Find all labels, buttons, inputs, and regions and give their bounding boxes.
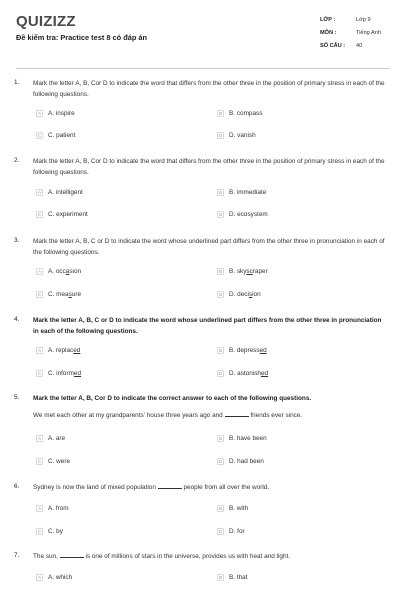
option-text: B. immediate	[229, 189, 267, 196]
question-1-option-d[interactable]	[217, 131, 256, 140]
question-3-option-b[interactable]	[217, 267, 268, 276]
meta-label: LỚP :	[320, 16, 336, 23]
question-text: Mark the letter A, B, Cor D to indicate the word that differs from the other three in the position of primary stress in each of the following questions.	[33, 158, 385, 176]
option-text: C. patient	[48, 132, 76, 139]
question-1-option-c[interactable]	[36, 131, 75, 140]
underlined-part: s	[248, 291, 253, 298]
question-5-option-c[interactable]	[36, 457, 70, 466]
meta-label: MÔN :	[320, 29, 337, 36]
option-text: D. ecosystem	[229, 211, 268, 218]
option-text: B. depressed	[229, 347, 267, 354]
option-letter-box: D	[218, 292, 223, 297]
option-text: B. compass	[229, 110, 263, 117]
question-text: The sun, is one of millions of stars in the universe, provides us with heat and light.	[33, 553, 291, 560]
meta-value: 40	[356, 42, 363, 49]
underlined-part: a	[65, 268, 70, 275]
option-letter-box: A	[37, 575, 42, 580]
question-number: 2.	[14, 157, 20, 164]
underlined-part: ed	[259, 347, 267, 354]
option-letter-box: B	[218, 575, 223, 580]
question-4-option-c[interactable]	[36, 369, 81, 378]
option-letter-box: A	[37, 269, 42, 274]
option-letter-box: A	[37, 111, 42, 116]
option-text: A. inspire	[48, 110, 75, 117]
question-3-option-c[interactable]	[36, 290, 81, 299]
question-text: Mark the letter A, B, C or D to indicate the word whose underlined part differs from the other three in pronunciation in each of the following questions.	[33, 238, 385, 256]
option-text: C. by	[48, 528, 63, 535]
meta-subject	[320, 26, 390, 39]
question-text: Sydney is now the land of mixed population people from all over the world.	[33, 484, 270, 491]
option-text: C. informed	[48, 370, 82, 377]
option-text: B. skyscraper	[229, 268, 268, 275]
question-3-option-d[interactable]	[217, 290, 261, 299]
question-7-option-b[interactable]	[217, 573, 247, 582]
question-1-option-a[interactable]	[36, 109, 75, 118]
option-text: C. experiment	[48, 211, 88, 218]
option-letter-box: C	[37, 529, 42, 534]
question-1-option-b[interactable]	[217, 109, 262, 118]
question-5-option-b[interactable]	[217, 434, 267, 443]
question-2-option-a[interactable]	[36, 188, 83, 197]
option-letter-box: A	[37, 506, 42, 511]
option-letter-box: B	[218, 269, 223, 274]
question-sentence: We met each other at my grandparents' house three years ago and friends ever since.	[33, 412, 303, 419]
option-text: C. were	[48, 458, 71, 465]
option-text: B. have been	[229, 435, 267, 442]
question-5-option-d[interactable]	[217, 457, 264, 466]
answer-blank	[60, 557, 84, 558]
option-letter-box: D	[218, 459, 223, 464]
option-letter-box: A	[37, 436, 42, 441]
option-letter-box: B	[218, 111, 223, 116]
option-letter-box: C	[37, 212, 42, 217]
quizizz-logo: QUIZIZZ	[16, 13, 76, 30]
option-text: B. with	[229, 505, 249, 512]
answer-blank	[158, 488, 182, 489]
option-text: C. measure	[48, 291, 82, 298]
option-letter-box: B	[218, 506, 223, 511]
question-2-option-d[interactable]	[217, 210, 268, 219]
option-text: A. intelligent	[48, 189, 83, 196]
question-text: Mark the letter A, B, Cor D to indicate the word that differs from the other three in the position of primary stress in each of the following questions.	[33, 80, 385, 98]
header-divider	[16, 68, 390, 69]
question-number: 5.	[14, 394, 20, 401]
question-6-option-a[interactable]	[36, 504, 69, 513]
question-text: Mark the letter A, B, Cor D to indicate the correct answer to each of the following questions.	[33, 395, 312, 402]
meta-grade	[320, 13, 390, 26]
meta-value: Tiếng Anh	[356, 29, 381, 36]
question-6-option-c[interactable]	[36, 527, 63, 536]
option-letter-box: B	[218, 348, 223, 353]
question-number: 3.	[14, 237, 20, 244]
question-4-option-a[interactable]	[36, 346, 80, 355]
option-letter-box: B	[218, 190, 223, 195]
question-2-option-b[interactable]	[217, 188, 266, 197]
meta-question-count	[320, 39, 390, 52]
underlined-part: ed	[73, 370, 82, 377]
question-7-option-a[interactable]	[36, 573, 72, 582]
answer-blank	[225, 416, 249, 417]
option-text: B. that	[229, 574, 248, 581]
question-number: 4.	[14, 316, 20, 323]
option-letter-box: D	[218, 212, 223, 217]
document-title: Đề kiểm tra: Practice test 8 có đáp án	[16, 33, 148, 42]
option-letter-box: C	[37, 459, 42, 464]
question-4-option-b[interactable]	[217, 346, 267, 355]
option-text: D. had been	[229, 458, 264, 465]
option-text: D. vanish	[229, 132, 256, 139]
question-text: Mark the letter A, B, C or D to indicate the word whose underlined part differs from the other three in pronunciation in each of the following questions.	[33, 317, 382, 335]
question-6-option-d[interactable]	[217, 527, 245, 536]
meta-info	[320, 13, 390, 52]
underlined-part: ed	[73, 347, 81, 354]
option-text: A. which	[48, 574, 73, 581]
option-letter-box: C	[37, 371, 42, 376]
underlined-part: s	[68, 291, 72, 298]
option-letter-box: A	[37, 190, 42, 195]
option-letter-box: C	[37, 292, 42, 297]
underlined-part: ed	[260, 370, 269, 377]
question-6-option-b[interactable]	[217, 504, 248, 513]
question-5-option-a[interactable]	[36, 434, 65, 443]
option-text: A. replaced	[48, 347, 81, 354]
option-letter-box: D	[218, 371, 223, 376]
question-number: 6.	[14, 483, 20, 490]
question-number: 1.	[14, 79, 20, 86]
option-text: A. from	[48, 505, 69, 512]
underlined-part: sc	[246, 268, 253, 275]
option-letter-box: C	[37, 133, 42, 138]
option-letter-box: B	[218, 436, 223, 441]
meta-label: SỐ CÂU :	[320, 42, 346, 49]
option-text: A. occasion	[48, 268, 82, 275]
question-4-option-d[interactable]	[217, 369, 268, 378]
option-letter-box: D	[218, 529, 223, 534]
option-text: D. astonished	[229, 370, 269, 377]
option-text: D. for	[229, 528, 245, 535]
meta-value: Lớp 9	[356, 16, 371, 23]
question-number: 7.	[14, 552, 20, 559]
option-text: A. are	[48, 435, 66, 442]
option-letter-box: D	[218, 133, 223, 138]
option-text: D. decision	[229, 291, 261, 298]
question-2-option-c[interactable]	[36, 210, 88, 219]
option-letter-box: A	[37, 348, 42, 353]
question-3-option-a[interactable]	[36, 267, 81, 276]
